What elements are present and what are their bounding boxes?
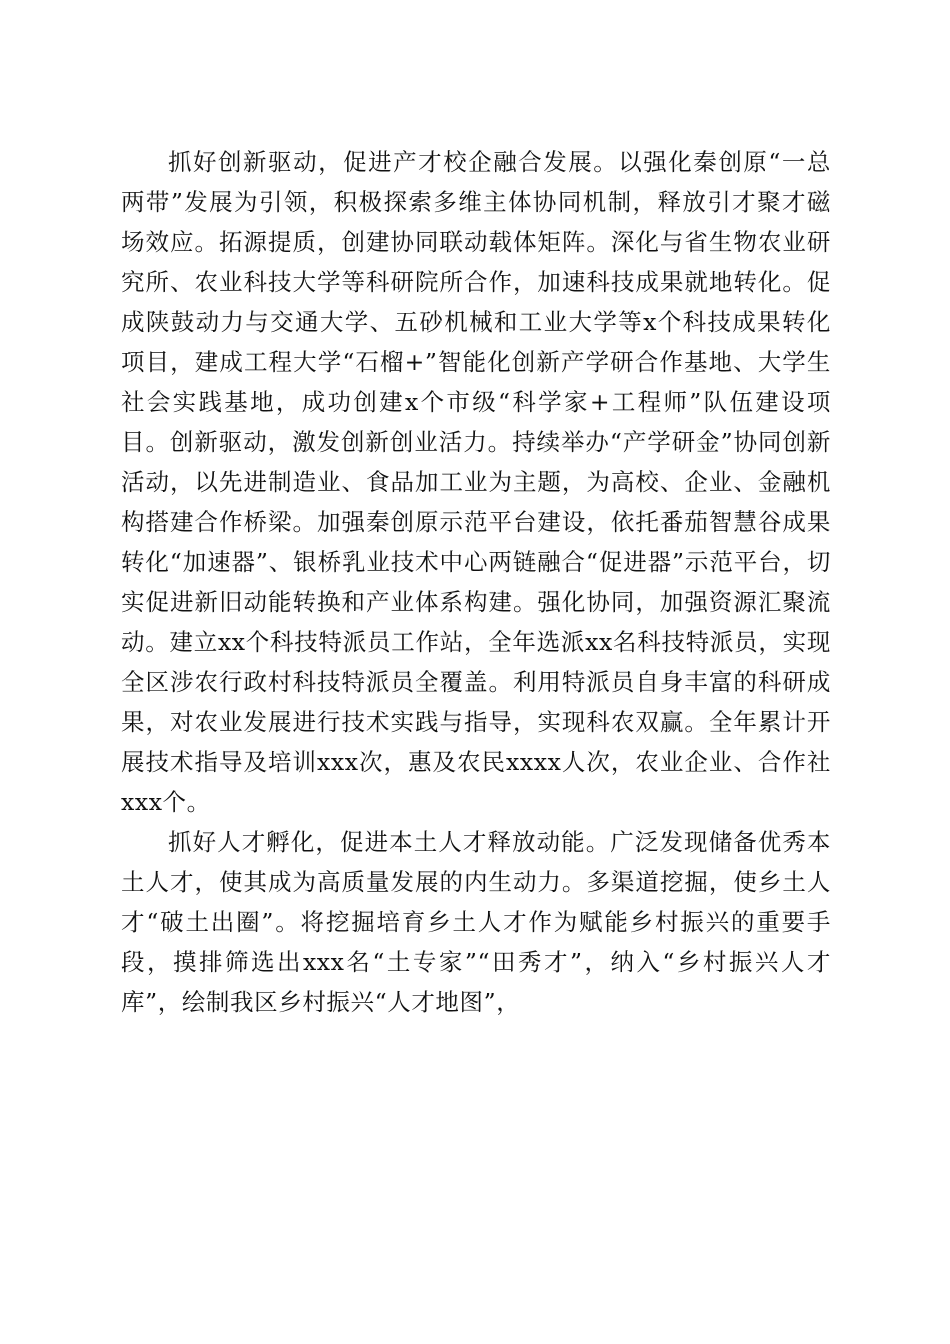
document-body [121,142,831,1022]
paragraph-innovation-driven: 抓好创新驱动，促进产才校企融合发展。以强化秦创原“一总两带”发展为引领，积极探索多维主体协同机制，释放引才聚才磁场效应。拓源提质，创建协同联动载体矩阵。深化与省生物农业研究所、农业科技大学等科研院所合作，加速科技成果就地转化。促成陕鼓动力与交通大学、五砂机械和工业大学等x个科技成果转化项目，建成工程大学“石榴+”智能化创新产学研合作基地、大学生社会实践基地，成功创建x个市级“科学家+工程师”队伍建设项目。创新驱动，激发创新创业活力。持续举办“产学研金”协同创新活动，以先进制造业、食品加工业为主题，为高校、企业、金融机构搭建合作桥梁。加强秦创原示范平台建设，依托番茄智慧谷成果转化“加速器”、银桥乳业技术中心两链融合“促进器”示范平台，切实促进新旧动能转换和产业体系构建。强化协同，加强资源汇聚流动。建立xx个科技特派员工作站，全年选派xx名科技特派员，实现全区涉农行政村科技特派员全覆盖。利用特派员自身丰富的科研成果，对农业发展进行技术实践与指导，实现科农双赢。全年累计开展技术指导及培训xxx次，惠及农民xxxx人次，农业企业、合作社xxx个。 [121,148,831,816]
paragraph-talent-incubation: 抓好人才孵化，促进本土人才释放动能。广泛发现储备优秀本土人才，使其成为高质量发展的内生动力。多渠道挖掘，使乡土人才“破土出圈”。将挖掘培育乡土人才作为赋能乡村振兴的重要手段，摸排筛选出xxx名“土专家”“田秀才”，纳入“乡村振兴人才库”，绘制我区乡村振兴“人才地图”， [121,828,831,1016]
